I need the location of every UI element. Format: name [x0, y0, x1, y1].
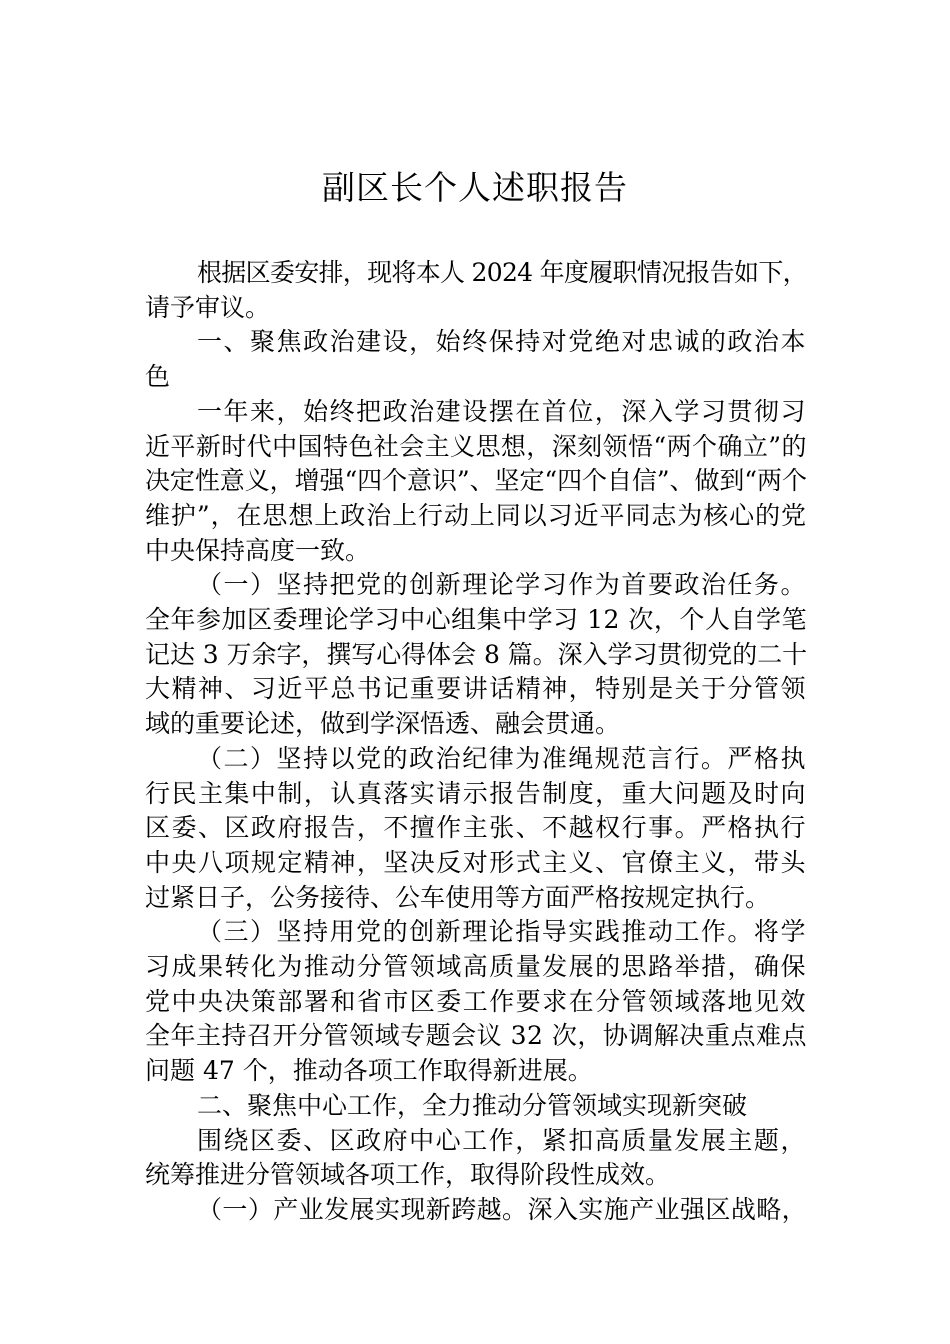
text-line: 色	[145, 362, 171, 392]
text-line: 域的重要论述，做到学深悟透、融会贯通。	[145, 709, 621, 739]
paragraph	[145, 1124, 807, 1193]
text-line: （一）产业发展实现新跨越。深入实施产业强区战略，	[197, 1194, 808, 1224]
text-line: 中央保持高度一致。	[145, 535, 371, 565]
text-line-row	[145, 915, 807, 950]
text-line-row	[145, 360, 807, 395]
text-line: 中央八项规定精神，坚决反对形式主义、官僚主义，带头	[145, 847, 808, 877]
text-line: 记达 3 万余字，撰写心得体会 8 篇。深入学习贯彻党的二十	[145, 639, 808, 669]
text-line-row	[145, 603, 807, 638]
text-line-row	[145, 881, 807, 916]
text-line-row	[145, 499, 807, 534]
paragraph	[145, 395, 807, 569]
text-line-row	[145, 811, 807, 846]
text-line: 全年主持召开分管领域专题会议 32 次，协调解决重点难点	[145, 1021, 807, 1051]
text-line: 过紧日子，公务接待、公车使用等方面严格按规定执行。	[145, 882, 771, 912]
text-line-row	[145, 256, 807, 291]
text-line: 一年来，始终把政治建设摆在首位，深入学习贯彻习	[197, 396, 807, 426]
text-line-row	[145, 1089, 807, 1124]
text-line: 统筹推进分管领域各项工作，取得阶段性成效。	[145, 1160, 671, 1190]
text-line-row	[145, 1193, 807, 1228]
text-line: （三）坚持用党的创新理论指导实践推动工作。将学	[197, 917, 807, 947]
text-line: 二、聚焦中心工作，全力推动分管领域实现新突破	[197, 1090, 748, 1120]
text-line: 近平新时代中国特色社会主义思想，深刻领悟“两个确立”的	[145, 431, 807, 461]
text-line: 围绕区委、区政府中心工作，紧扣高质量发展主题，	[197, 1125, 807, 1155]
text-line-row	[145, 1054, 807, 1089]
text-line: 行民主集中制，认真落实请示报告制度，重大问题及时向	[145, 778, 808, 808]
text-line-row	[145, 430, 807, 465]
paragraph	[145, 915, 807, 1089]
text-line-row	[145, 1019, 807, 1054]
text-line-row	[145, 534, 807, 569]
document-title: 副区长个人述职报告	[322, 168, 628, 207]
text-line-row	[145, 1158, 807, 1193]
text-line: 全年参加区委理论学习中心组集中学习 12 次，个人自学笔	[145, 605, 807, 635]
text-line: 区委、区政府报告，不擅作主张、不越权行事。严格执行	[145, 813, 808, 843]
text-line-row	[145, 291, 807, 326]
paragraph	[145, 1193, 807, 1228]
text-line: 请予审议。	[145, 292, 271, 322]
paragraph	[145, 568, 807, 742]
text-line: 根据区委安排，现将本人 2024 年度履职情况报告如下，	[197, 258, 807, 287]
text-line-row	[145, 1124, 807, 1159]
text-line: 决定性意义，增强“四个意识”、坚定“四个自信”、做到“两个	[145, 466, 807, 496]
text-line: 习成果转化为推动分管领域高质量发展的思路举措，确保	[145, 952, 808, 982]
text-line: 一、聚焦政治建设，始终保持对党绝对忠诚的政治本	[197, 327, 807, 357]
text-line: 党中央决策部署和省市区委工作要求在分管领域落地见效	[145, 986, 808, 1016]
text-line-row	[145, 464, 807, 499]
text-line-row	[145, 325, 807, 360]
text-line-row	[145, 777, 807, 812]
text-line: 维护”，在思想上政治上行动上同以习近平同志为核心的党	[145, 500, 807, 530]
text-line-row	[145, 568, 807, 603]
section-heading	[145, 1089, 807, 1124]
text-line-row	[145, 638, 807, 673]
text-line: 问题 47 个，推动各项工作取得新进展。	[145, 1056, 593, 1086]
text-line: （二）坚持以党的政治纪律为准绳规范言行。严格执	[197, 743, 807, 773]
text-line-row	[145, 985, 807, 1020]
document-body	[145, 256, 807, 1228]
paragraph	[145, 256, 807, 325]
text-line-row	[145, 395, 807, 430]
section-heading	[145, 325, 807, 394]
text-line-row	[145, 672, 807, 707]
text-line: 大精神、习近平总书记重要讲话精神，特别是关于分管领	[145, 674, 808, 704]
text-line: （一）坚持把党的创新理论学习作为首要政治任务。	[197, 570, 807, 600]
text-line-row	[145, 950, 807, 985]
paragraph	[145, 742, 807, 916]
text-line-row	[145, 846, 807, 881]
text-line-row	[145, 742, 807, 777]
text-line-row	[145, 707, 807, 742]
